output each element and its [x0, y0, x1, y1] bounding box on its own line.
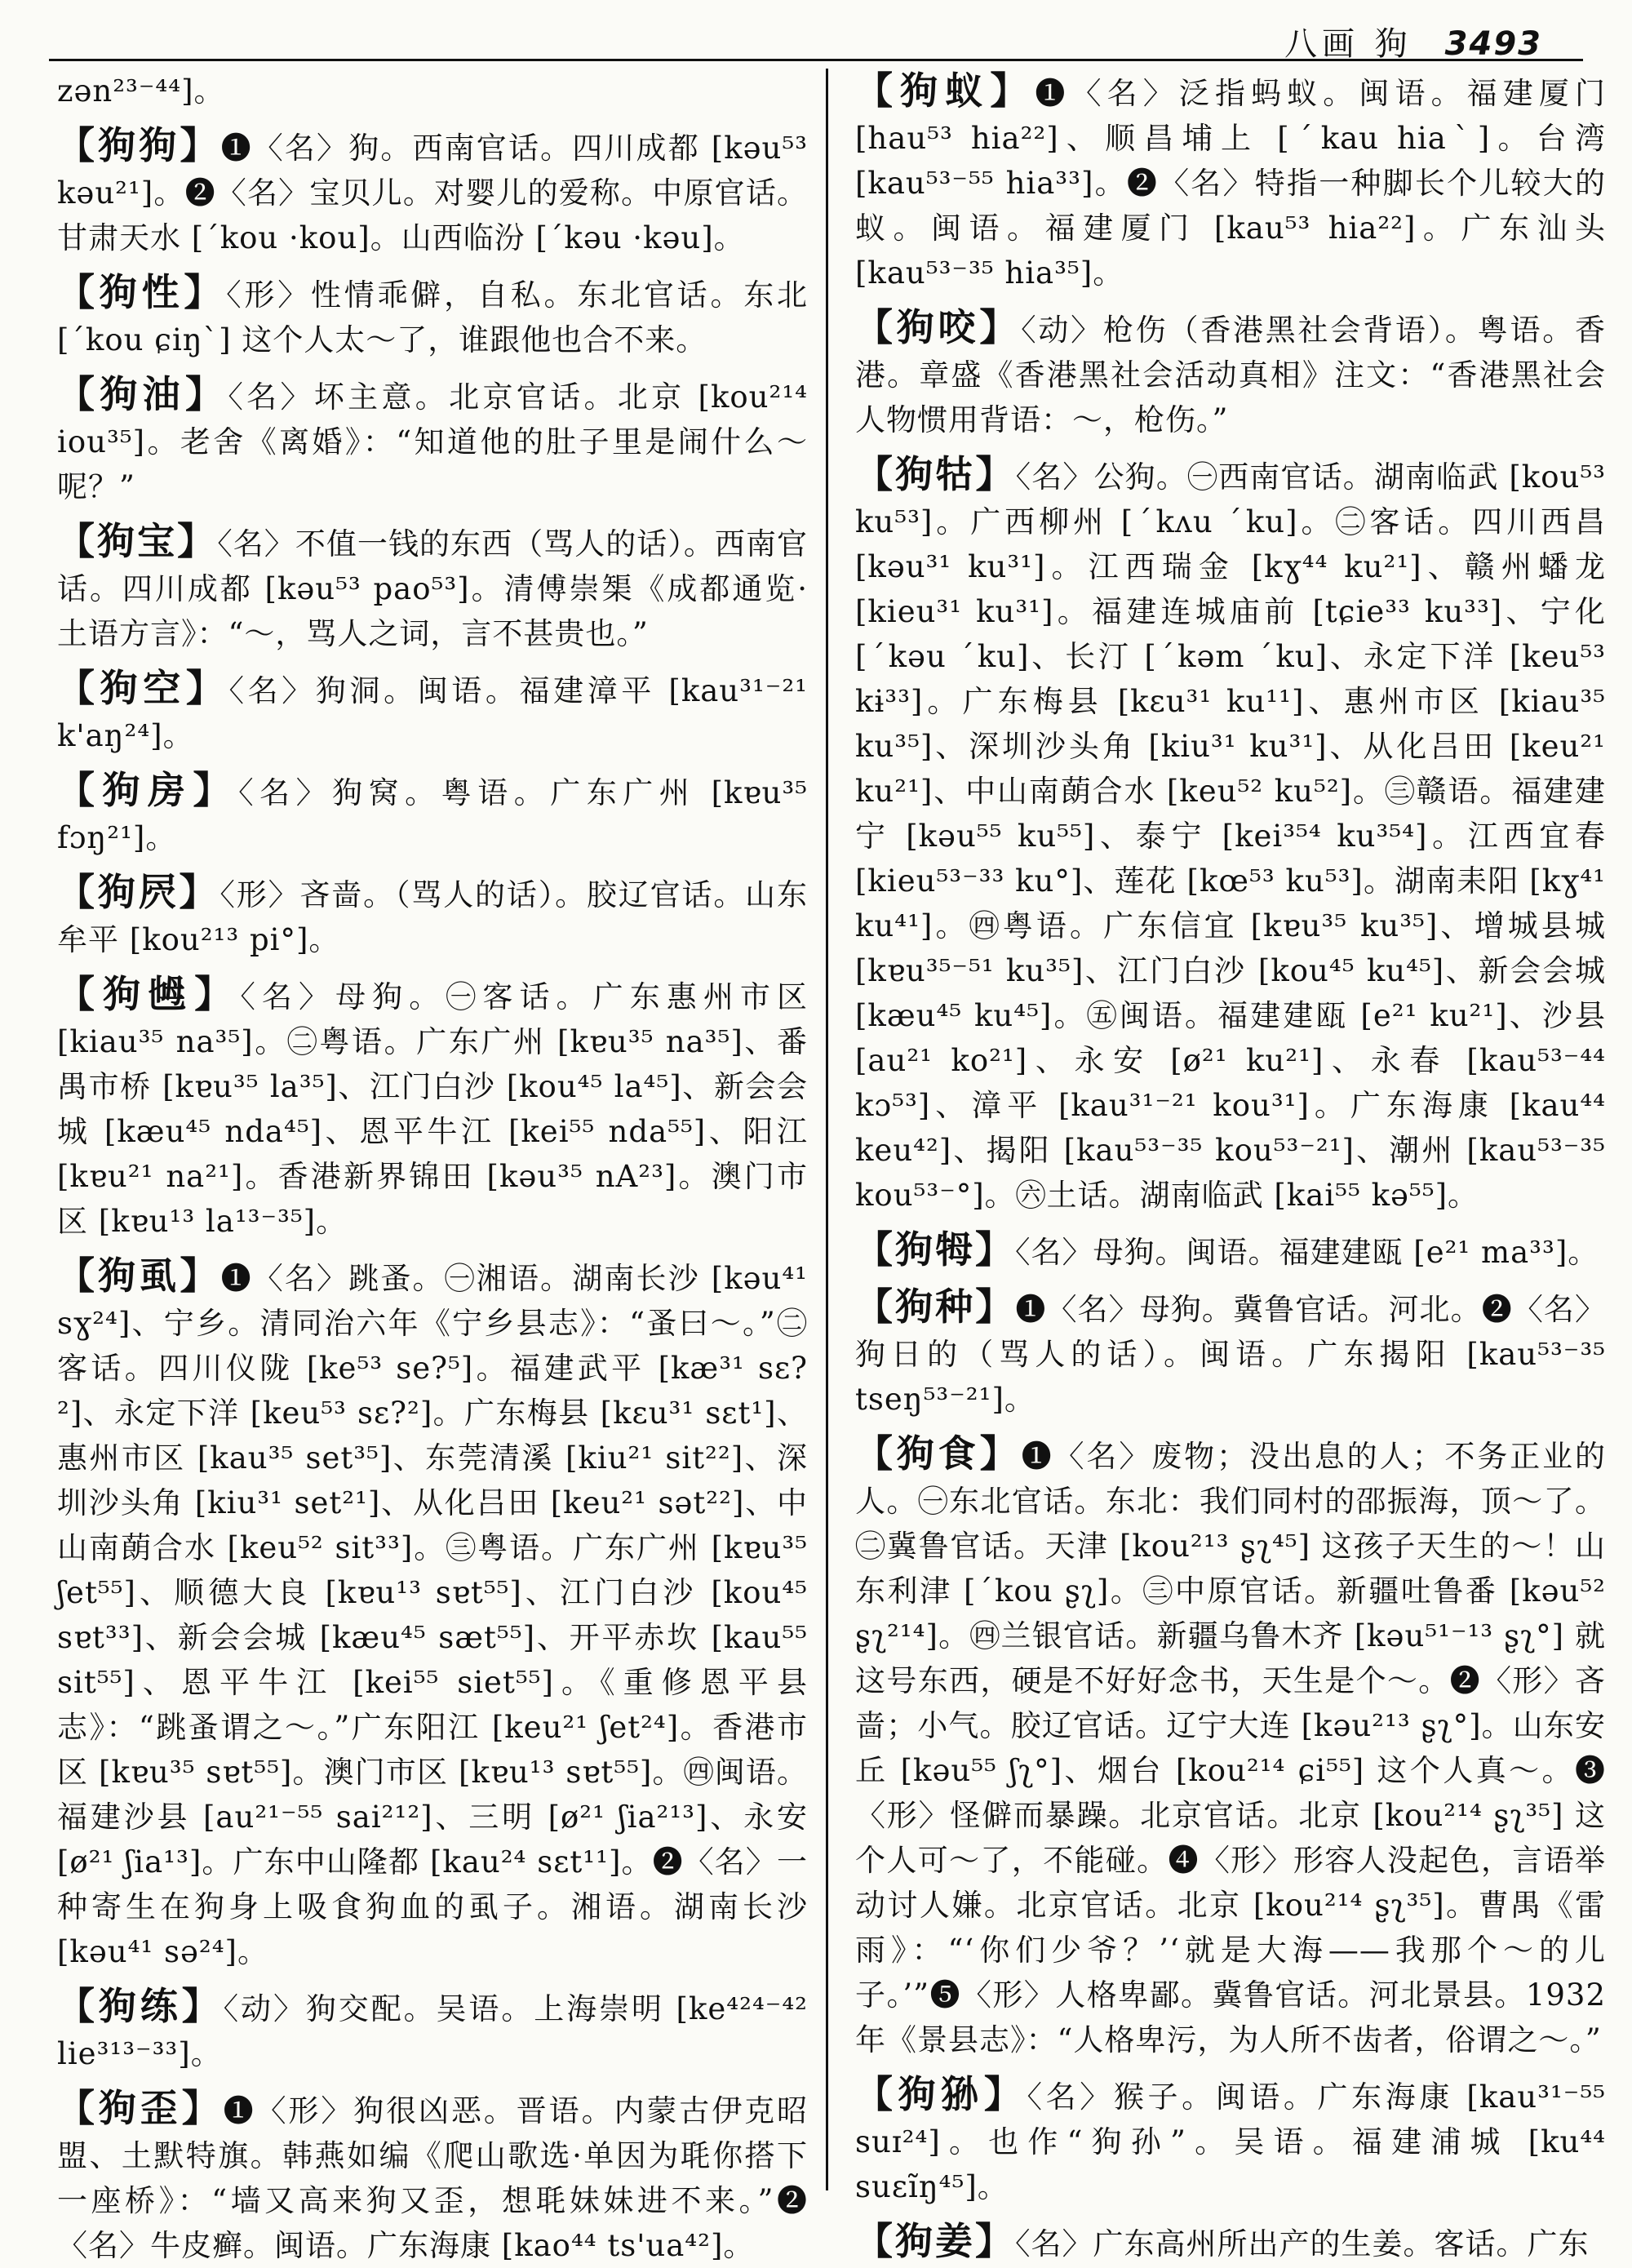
- entry-definition: 〈动〉枪伤（香港黑社会背语）。粤语。香港。章盛《香港黑社会活动真相》注文：“香港黑社会人物惯用背语：～，枪伤。”: [855, 313, 1607, 437]
- dictionary-entry: [855, 2219, 1606, 2266]
- right-column: [855, 69, 1607, 2263]
- header-section: 八画 狗: [1284, 25, 1412, 63]
- entry-definition: ❶〈名〉泛指蚂蚁。闽语。福建厦门 [hau⁵³ hia²²]、顺昌埔上 [ˊkau hiaˋ]。台湾 [kau⁵³⁻⁵⁵ hia³³]。❷〈名〉特指一种脚长个儿较大的蚁。闽语。福建厦门 [kau⁵³ hia²²]。广东汕头 [kau⁵³⁻³⁵ hia³⁵]。: [855, 76, 1606, 291]
- entry-headword: 【狗空】: [57, 666, 229, 710]
- dictionary-entry: [57, 372, 808, 509]
- entry-headword: 【狗宝】: [57, 519, 218, 563]
- dictionary-entry: [57, 123, 808, 260]
- entry-definition: 〈名〉坏主意。北京官话。北京 [kou²¹⁴ iou³⁵]。老舍《离婚》：“知道他的肚子里是闹什么～呢？”: [57, 379, 808, 504]
- dictionary-entry: [855, 305, 1606, 442]
- page-number: 3493: [1444, 25, 1542, 63]
- dictionary-entry: [57, 666, 808, 758]
- dictionary-entry: [57, 2086, 808, 2268]
- dictionary-entry: [57, 1984, 808, 2076]
- entry-headword: 【狗狗】: [57, 123, 221, 167]
- entry-definition: 〈动〉狗交配。吴语。上海崇明 [ke⁴²⁴⁻⁴² lie³¹³⁻³³]。: [57, 1991, 808, 2071]
- entry-headword: 【狗种】: [855, 1285, 1016, 1329]
- left-column: [57, 69, 809, 2263]
- entry-definition: zən²³⁻⁴⁴]。: [57, 73, 225, 109]
- entry-headword: 【狗咬】: [855, 305, 1022, 349]
- entry-definition: ❶〈名〉母狗。冀鲁官话。河北。❷〈名〉狗日的（骂人的话）。闽语。广东揭阳 [kau⁵³⁻³⁵ tseŋ⁵³⁻²¹]。: [855, 1292, 1607, 1417]
- entry-definition: 〈名〉狗洞。闽语。福建漳平 [kau³¹⁻²¹ k'aŋ²⁴]。: [57, 673, 809, 753]
- page-header: [49, 15, 1583, 61]
- entry-headword: 【狗性】: [57, 270, 227, 314]
- entry-definition: ❶〈名〉废物；没出息的人；不务正业的人。㊀东北官话。东北：我们同村的邵振海，顶～了。㊁冀鲁官话。天津 [kou²¹³ ʂʅ⁴⁵] 这孩子天生的～！山东利津 [ˊkou ʂʅ]。㊂中原官话。新疆吐鲁番 [kəu⁵² ʂʅ²¹⁴]。㊃兰银官话。新疆乌鲁木齐 [kəu⁵¹⁻¹³ ʂʅ°] 就这号东西，硬是不好好念书，天生是个～。❷〈形〉吝啬；小气。胶辽官话。辽宁大连 [kəu²¹³ ʂʅ°]。山东安丘 [kəu⁵⁵ ʃʅ°]、烟台 [kou²¹⁴ ɕi⁵⁵] 这个人真～。❸〈形〉怪僻而暴躁。北京官话。北京 [kou²¹⁴ ʂʅ³⁵] 这个人可～了，不能碰。❹〈形〉形容人没起色，言语举动讨人嫌。北京官话。北京 [kou²¹⁴ ʂʅ³⁵]。曹禺《雷雨》：“‘你们少爷？’‘就是大海——我那个～的儿子。’”❺〈形〉人格卑鄙。冀鲁官话。河北景县。1932年《景县志》：“人格卑污，为人所不齿者，俗谓之～。”: [855, 1439, 1607, 2057]
- entry-headword: 【狗食】: [855, 1431, 1022, 1476]
- dictionary-entry: [57, 270, 808, 362]
- entry-headword: 【狗牯】: [855, 452, 1016, 496]
- entry-headword: 【狗蚁】: [855, 69, 1036, 113]
- entry-headword: 【狗油】: [57, 372, 228, 416]
- entry-definition: 〈名〉猴子。闽语。广东海康 [kau³¹⁻⁵⁵ suɪ²⁴]。也作“狗孙”。吴语。福建浦城 [ku⁴⁴ suɛĩŋ⁴⁵]。: [855, 2079, 1607, 2204]
- entry-definition: 〈名〉狗窝。粤语。广东广州 [kɐu³⁵ fɔŋ²¹]。: [57, 775, 809, 855]
- entry-definition: 〈名〉广东高州所出产的生姜。客话。广东: [1015, 2226, 1590, 2261]
- entry-headword: 【狗虱】: [57, 1254, 221, 1298]
- entry-headword: 【狗屄】: [57, 870, 220, 914]
- entry-headword: 【狗乸】: [57, 972, 241, 1016]
- entry-definition: 〈名〉不值一钱的东西（骂人的话）。西南官话。四川成都 [kəu⁵³ pao⁵³]。清傅崇榘《成都通览·土语方言》：“～，骂人之词，言不甚贵也。”: [57, 526, 809, 651]
- entry-definition: 〈形〉吝啬。（骂人的话）。胶辽官话。山东牟平 [kou²¹³ pi°]。: [57, 877, 809, 957]
- entry-headword: 【狗狲】: [855, 2072, 1027, 2116]
- entry-definition: ❶〈名〉狗。西南官话。四川成都 [kəu⁵³ kəu²¹]。❷〈名〉宝贝儿。对婴儿的爱称。中原官话。甘肃天水 [ˊkou ·kou]。山西临汾 [ˊkəu ·kəu]。: [57, 131, 809, 255]
- dictionary-entry: [57, 870, 808, 962]
- dictionary-entry: [57, 1254, 808, 1974]
- entry-definition: ❶〈名〉跳蚤。㊀湘语。湖南长沙 [kəu⁴¹ sɣ²⁴]、宁乡。清同治六年《宁乡县志》：“蚤曰～。”㊁客话。四川仪陇 [ke⁵³ se?⁵]。福建武平 [kæ³¹ sɛ?²]、永定下洋 [keu⁵³ sɛ?²]。广东梅县 [kɛu³¹ sɛt¹]、惠州市区 [kau³⁵ set³⁵]、东莞清溪 [kiu²¹ sit²²]、深圳沙头角 [kiu³¹ set²¹]、从化吕田 [keu²¹ sət²²]、中山南蓢合水 [keu⁵² sit³³]。㊂粤语。广东广州 [kɐu³⁵ ʃet⁵⁵]、顺德大良 [kɐu¹³ sɐt⁵⁵]、江门白沙 [kou⁴⁵ sɐt³³]、新会会城 [kæu⁴⁵ sæt⁵⁵]、开平赤坎 [kau⁵⁵ sit⁵⁵]、恩平牛江 [kei⁵⁵ siet⁵⁵]。《重修恩平县志》：“跳蚤谓之～。”广东阳江 [keu²¹ ʃet²⁴]。香港市区 [kɐu³⁵ sɐt⁵⁵]。澳门市区 [kɐu¹³ sɐt⁵⁵]。㊃闽语。福建沙县 [au²¹⁻⁵⁵ sai²¹²]、三明 [ø²¹ ʃia²¹³]、永安 [ø²¹ ʃia¹³]。广东中山隆都 [kau²⁴ sɛt¹¹]。❷〈名〉一种寄生在狗身上吸食狗血的虱子。湘语。湖南长沙 [kəu⁴¹ sə²⁴]。: [57, 1261, 809, 1969]
- dictionary-entry: [57, 768, 808, 860]
- entry-headword: 【狗练】: [57, 1984, 224, 2028]
- entry-definition: 〈名〉母狗。闽语。福建建瓯 [e²¹ ma³³]。: [1015, 1235, 1599, 1270]
- entry-headword: 【狗牳】: [855, 1227, 1015, 1272]
- column-divider: [826, 69, 828, 2190]
- dictionary-entry: [855, 1285, 1606, 1422]
- entry-definition: ❶〈形〉狗很凶恶。晋语。内蒙古伊克昭盟、土默特旗。韩燕如编《爬山歌选·单因为毦你搭下一座桥》：“墙又高来狗又歪，想毦妹妹进不来。”❷〈名〉牛皮癣。闽语。广东海康 [kao⁴⁴ ts'ua⁴²]。: [57, 2093, 809, 2263]
- dictionary-entry: [855, 1431, 1606, 2062]
- running-head: [1284, 18, 1542, 64]
- dictionary-entry: [57, 69, 808, 113]
- entry-headword: 【狗房】: [57, 768, 239, 812]
- entry-definition: 〈名〉母狗。㊀客话。广东惠州市区 [kiau³⁵ na³⁵]。㊁粤语。广东广州 [kɐu³⁵ na³⁵]、番禺市桥 [kɐu³⁵ la³⁵]、江门白沙 [kou⁴⁵ la⁴⁵]、新会会城 [kæu⁴⁵ nda⁴⁵]、恩平牛江 [kei⁵⁵ nda⁵⁵]、阳江 [kɐu²¹ na²¹]。香港新界锦田 [kəu³⁵ nA²³]。澳门市区 [kɐu¹³ la¹³⁻³⁵]。: [57, 979, 809, 1239]
- dictionary-entry: [855, 452, 1606, 1218]
- dictionary-entry: [855, 2072, 1606, 2209]
- dictionary-entry: [855, 69, 1606, 295]
- entry-definition: 〈形〉性情乖僻，自私。东北官话。东北 [ˊkou ɕiŋˋ] 这个人太～了，谁跟他也合不来。: [57, 277, 809, 357]
- dictionary-entry: [57, 972, 808, 1244]
- dictionary-entry: [57, 519, 808, 656]
- entry-headword: 【狗姜】: [855, 2219, 1015, 2263]
- dictionary-entry: [855, 1227, 1606, 1275]
- entry-headword: 【狗歪】: [57, 2086, 224, 2130]
- entry-definition: 〈名〉公狗。㊀西南官话。湖南临武 [kou⁵³ ku⁵³]。广西柳州 [ˊkʌu ˊku]。㊁客话。四川西昌 [kəu³¹ ku³¹]。江西瑞金 [kɣ⁴⁴ ku²¹]、赣州蟠龙 [kieu³¹ ku³¹]。福建连城庙前 [tɕie³³ ku³³]、宁化 [ˊkəu ˊku]、长汀 [ˊkəm ˊku]、永定下洋 [keu⁵³ kɨ³³]。广东梅县 [kɛu³¹ ku¹¹]、惠州市区 [kiau³⁵ ku³⁵]、深圳沙头角 [kiu³¹ ku³¹]、从化吕田 [keu²¹ ku²¹]、中山南蓢合水 [keu⁵² ku⁵²]。㊂赣语。福建建宁 [kəu⁵⁵ ku⁵⁵]、泰宁 [kei³⁵⁴ ku³⁵⁴]。江西宜春 [kieu⁵³⁻³³ ku°]、莲花 [kœ⁵³ ku⁵³]。湖南耒阳 [kɣ⁴¹ ku⁴¹]。㊃粤语。广东信宜 [kɐu³⁵ ku³⁵]、增城县城 [kɐu³⁵⁻⁵¹ ku³⁵]、江门白沙 [kou⁴⁵ ku⁴⁵]、新会会城 [kæu⁴⁵ ku⁴⁵]。㊄闽语。福建建瓯 [e²¹ ku²¹]、沙县 [au²¹ ko²¹]、永安 [ø²¹ ku²¹]、永春 [kau⁵³⁻⁴⁴ kɔ⁵³]、漳平 [kau³¹⁻²¹ kou³¹]。广东海康 [kau⁴⁴ keu⁴²]、揭阳 [kau⁵³⁻³⁵ kou⁵³⁻²¹]、潮州 [kau⁵³⁻³⁵ kou⁵³⁻°]。㊅土话。湖南临武 [kai⁵⁵ kə⁵⁵]。: [855, 459, 1606, 1213]
